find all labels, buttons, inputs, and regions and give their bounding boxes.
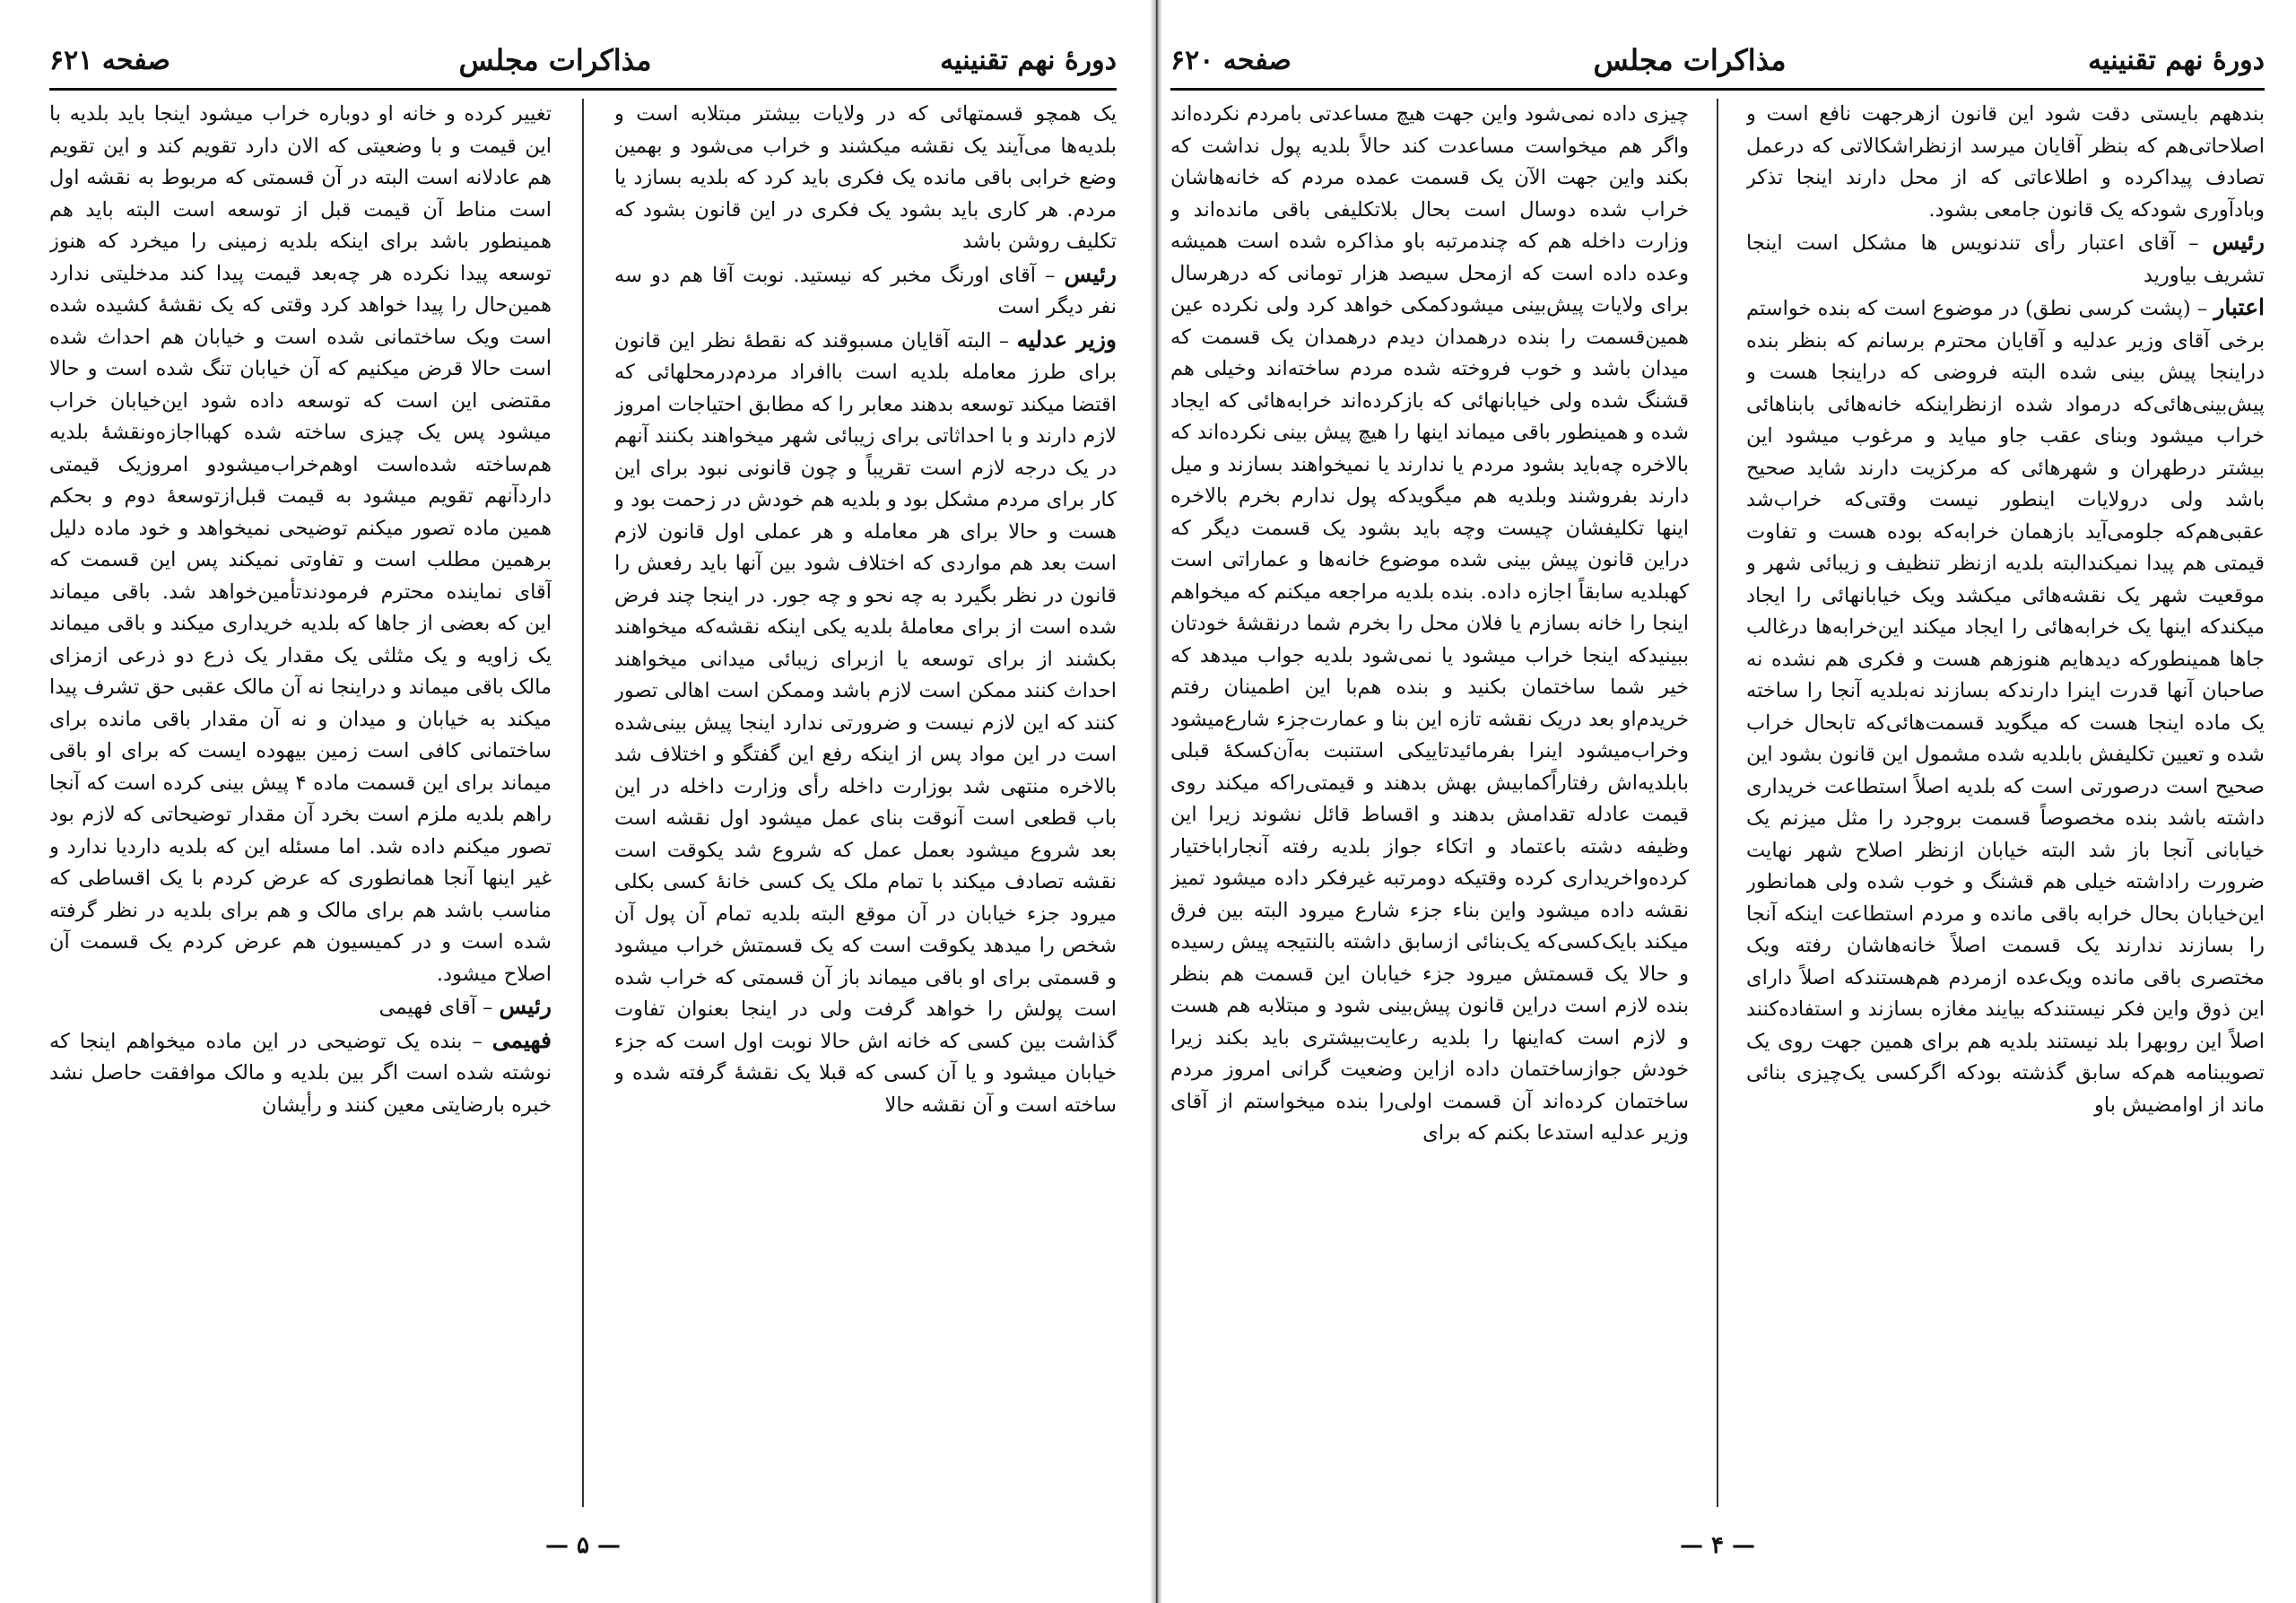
speaker-name: اعتبار (2213, 294, 2265, 320)
book-gutter (1150, 0, 1162, 1603)
speaker-name: رئیس (1064, 260, 1117, 287)
column-divider (582, 99, 584, 1507)
column-divider (1717, 99, 1718, 1507)
left-page-columns (49, 99, 1117, 1507)
paragraph-text: چیزی داده نمی‌شود واین جهت هیچ مساعدتی بامردم نکرده‌اند واگر هم میخواست مساعدت کند حالاً بلدیه پول نداشت که بکند واین جهت الآن یک قسمت عمده مردم که خانه‌هاشان خراب شده دوسال است بحال بلاتکلیفی باقی مانده‌اند و وزارت داخله هم که چندمرتبه باو مذاکره شده است همیشه وعده داده است که ازمحل سیصد هزار تومانی که درهرسال برای ولایات پیش‌بینی میشودکمکی خواهد کرد ولی نکرده عین همین‌قسمت را بنده درهمدان دیدم درهمدان یک قسمت که میدان باشد و خوب فروخته شده مردم ساخته‌اند وخیلی هم قشنگ شده ولی خیابانهائی که بازکرده‌اند خرابه‌هائی که ایجاد شده و همینطور باقی میماند اینها را هیچ پیش بینی نکرده‌اند که بالاخره چه‌باید بشود مردم یا ندارند یا نمیخواهند بسازند و میل دارند بفروشند وبلدیه هم میگویدکه پول ندارم بخرم بالاخره اینها تکلیفشان چیست وچه باید بشود یک قسمت دیگر که دراین قانون پیش بینی شده موضوع خانه‌ها و عماراتی است کهبلدیه سابقاً اجازه داده. بنده بلدیه مراجعه میکنم که میخواهم اینجا را خانه بسازم یا فلان محل را بخرم شما درنقشهٔ خودتان ببینیدکه اینجا خراب میشود یا نمی‌شود بلدیه جواب میدهد که خیر شما ساختمان بکنید و بنده هم‌با این اطمینان رفتم خریدم‌او بعد دریک نقشه تازه این بنا و عمارت‌جزء شارع‌میشود وخراب‌میشود اینرا بفرمائیدتاییکی استنبت به‌آن‌کسکهٔ قبلی بابلدیه‌اش رفتاراً‌کمابیش بهش بدهند و قیمتی‌راکه میکند روی قیمت عادله تقدامش بدهند و اقساط قائل نشوند زیرا این وظیفه دشته باعتماد و اتکاء جواز بلدیه رفته آنجاراباختیار کرده‌واخریداری کرده وقتیکه دومرتبه غیرفکر داده میشود تمیز نقشه داده میشود واین بناء جزء شارع میرود البته بین فرق میکند بایک‌کسی‌که یک‌بنائی ازسابق داشته بالنتیجه پیش رسیده و حالا یک قسمتش میرود جزء خیابان این قسمت هم بنظر بنده لازم است دراین قانون پیش‌بینی شود و مبتلابه هم هست و لازم است که‌اینها را بلدیه رعایت‌بیشتری باید بکند زیرا خودش جوازساختمان داده ازاین وضعیت گرانی امروز مردم ساختمان کرده‌اند آن قسمت اولی‌را بنده میخواستم از آقای وزیر عدلیه استدعا بکنم که برای (1170, 102, 1689, 1145)
text-paragraph (1746, 99, 2265, 226)
column-left (49, 99, 552, 1507)
column-left (1170, 99, 1689, 1507)
speech-paragraph (1746, 292, 2265, 1121)
paragraph-text: – آقای فهیمی (378, 996, 493, 1019)
speech-paragraph (614, 324, 1117, 1122)
speaker-name: رئیس (499, 993, 552, 1019)
page-number-label: صفحه ۶۲۰ (1170, 44, 1292, 76)
paragraph-text: یک همچو قسمتهائی که در ولایات بیشتر مبتلابه است و بلدیه‌ها می‌آیند یک نقشه میکشند و خراب می‌شود و بهمین وضع خرابی باقی مانده یک فکری باید کرد که بلدیه بسازد یا مردم. هر کاری باید بشود یک فکری در این قانون بشود که تکلیف روشن باشد (614, 102, 1117, 253)
page-number-label: صفحه ۶۲۱ (49, 44, 170, 76)
speech-paragraph (614, 258, 1117, 324)
folio-number: — ۵ — (544, 1532, 622, 1559)
folio-number: — ۴ — (1679, 1532, 1756, 1559)
left-page-header (49, 36, 1117, 84)
header-rule (49, 88, 1117, 91)
speaker-name: وزیر عدلیه (1016, 326, 1117, 353)
paragraph-text: – (پشت کرسی نطق) در موضوع است که بنده خواستم برخی آقای وزیر عدلیه و آقایان محترم برسانم که بنظر بنده دراینجا پیش بینی شده البته فروضی که دراینجا هست و پیش‌بینی‌هائی‌که درمواد شده ازنظراینکه خانه‌هائی بابناهائی خراب میشود وبنای عقب جاو میاید و مرغوب میشود این بیشتر درطهران و شهرهائی که مرکزیت دارند شاید صحیح باشد ولی درولایات اینطور نیست وقتی‌که خراب‌شد عقبی‌هم‌که جلومی‌آید بازهمان خرابه‌که بوده هست و تفاوت قیمتی هم پیدا نمیکندالبته بلدیه ازنظر تنظیف و زیبائی شهر و موقعیت شهر یک نقشه‌هائی میکشد ویک خیابانهائی را ایجاد میکندکه اینها یک خرابه‌هائی را ایجاد میکند این‌خرابه‌ها درغالب جاها همینطورکه دیدهایم هنوزهم هست و فکری هم نشده نه صاحبان آنها قدرت اینرا دارندکه بسازند نه‌بلدیه آنجا را ساخته یک ماده اینجا هست که میگوید قسمت‌هائی‌که تابحال خراب شده و تعیین تکلیفش بابلدیه شده مشمول این قانون بشود این صحیح است درصورتی است که بلدیه اصلاً استطاعت خریداری داشته باشد بنده مخصوصاً قسمت بروجرد را مثل میزنم یک خیابانی آنجا باز شد البته خیابان ازنظر اصلاح شهر نهایت ضرورت راداشته خیلی هم قشنگ و خوب شده ولی همانطور این‌خیابان بحال خرابه باقی مانده و مردم استطاعت اینکه آنجا را بسازند ندارند یک قسمت اصلاً خانه‌هاشان رفته ویک مختصری باقی مانده ویک‌عده ازمردم هم‌هستندکه اصلاً دارای این ذوق واین فکر نیستندکه بیایند مغازه بسازند و استفاده‌کنند اصلاً این روبهرا بلد نیستند بلدیه هم برای همین جهت روی یک تصویبنامه هم‌که سابق گذشته بودکه اگرکسی یک‌چیزی بنائی ماند از اوامضیش باو (1746, 297, 2265, 1117)
session-label: دورۀ نهم تقنینیه (2088, 44, 2265, 76)
journal-title: مذاکرات مجلس (458, 43, 652, 77)
session-label: دورۀ نهم تقنینیه (940, 44, 1117, 76)
speaker-name: فهیمی (491, 1026, 552, 1053)
paragraph-text: بندههم بایستی دقت شود این قانون ازهرجهت نافع است و اصلاحاتی‌هم که بنظر آقایان میرسد ازنظراشکالاتی که درعمل تصادف پیداکرده و اطلاعاتی که از محل دارند اینجا تذکر وبادآوری شودکه یک قانون جامعی بشود. (1746, 102, 2265, 222)
column-right (614, 99, 1117, 1507)
speaker-name: رئیس (2212, 229, 2265, 255)
paragraph-text: تغییر کرده و خانه او دوباره خراب میشود اینجا باید بلدیه با این قیمت و با وضعیتی که الان دارد تقویم کند و این تقویم هم عادلانه است البته در آن قسمتی که مربوط به نقشه اول است مناط آن قیمت قبل از توسعه است البته باید هم همینطور باشد برای اینکه بلدیه زمینی را میخرد که هنوز توسعه پیدا نکرده هر چه‌بعد قیمت پیدا کند مدخلیتی ندارد همین‌حال را پیدا خواهد کرد وقتی که یک نقشهٔ کشیده شده است ویک ساختمانی شده است و خیابان هم احداث شده است حالا قرض میکنیم که آن خیابان تنگ شده است و حالا مقتضی این است که توسعه داده شود این‌خیابان خراب میشود پس یک چیزی ساخته شده کهبااجازه‌ونقشهٔ بلدیه هم‌ساخته شده‌است اوهم‌خراب‌میشودو امروزیک قیمتی داردآنهم تقویم میشود به قیمت قبل‌ازتوسعهٔ دوم و بحکم همین ماده تصور میکنم توضیحی نمیخواهد و خود ماده دلیل برهمین مطلب است و تفاوتی نمیکند پس این قسمت که آقای نماینده محترم فرمودندتأمین‌خواهد شد. باقی میماند این که بعضی از جاها که بلدیه خریداری میکند و باقی میماند یک زاویه و یک مثلثی یک مقدار یک ذرع دو ذرعی ازمزای مالک باقی میماند و دراینجا نه آن مالک عقبی حق تشرف پیدا میکند به خیابان و میدان و نه آن مقدار باقی مانده برای ساختمانی کافی است زمین بیهوده ایست که برای او باقی میماند برای این قسمت ماده ۴ پیش بینی کرده است که آنجا راهم بلدیه ملزم است بخرد آن مقدار توضیحاتی که لازم بود تصور میکنم داده شد. اما مسئله این که بلدیه داردیا ندارد و غیر اینها آنجا همانطوری که عرض کردم با یک اقساطی که مناسب باشد هم برای مالک و هم برای بلدیه در نظر گرفته شده است و در کمیسیون هم عرض کردم یک قسمت آن اصلاح میشود. (49, 102, 552, 986)
paragraph-text: – بنده یک توضیحی در این ماده میخواهم اینجا که نوشته شده است اگر بین بلدیه و مالک موافقت حاصل نشد خبره بارضایتی معین کنند و رأیشان (49, 1029, 552, 1117)
paragraph-text: – البته آقایان مسبوقند که نقطهٔ نظر این قانون برای طرز معامله بلدیه است باافراد مردم‌درمحلهائی که اقتضا میکند توسعه بدهند معابر را که مطابق احتیاجات امروز لازم دارند و با احداثاتی برای زیبائی شهر میخواهند بکنند آنهم در یک درجه لازم است تقریباً و چون قانونی نبود برای این کار برای مردم مشکل بود و بلدیه هم خودش در زحمت بود و هست و حالا برای هر معامله و هر عملی اول قانون لازم است بعد هم مواردی که اختلاف شود بین آنها باید رفعش را قانون در نظر بگیرد به چه نحو و چه جور. در اینجا چند فرض شده است از برای معاملهٔ بلدیه یکی اینکه نقشه‌که میخواهند بکشند از برای توسعه یا ازبرای زیبائی میدانی میخواهند احداث کنند ممکن است لازم باشد وممکن است اهالی تصور کنند که این لازم نیست و ضرورتی ندارد اینجا پیش بینی‌شده است در این مواد پس از اینکه رفع این گفتگو و اختلاف شد بالاخره منتهی شد بوزارت داخله رأی وزارت داخله در این باب قطعی است آنوقت بنای عمل میشود اول نقشه است بعد شروع میشود بعمل عمل که شروع شد یکوقت است نقشه تصادف میکند با تمام ملک یک کسی خانهٔ کسی بکلی میرود جزء خیابان در آن موقع البته بلدیه تمام آن پول آن شخص را میدهد یکوقت است که یک قسمتش خراب میشود و قسمتی برای او باقی میماند باز آن قسمتی که خراب شده است پولش را خواهد گرفت ولی در اینجا بعنوان تفاوت گذاشت بین کسی که خانه اش حالا نوبت اول است که جزء خیابان میشود و یا آن کسی که قبلا یک نقشهٔ گرفته شده و ساخته است و آن نقشه حالا (614, 328, 1117, 1117)
right-page-columns (1170, 99, 2265, 1507)
speech-paragraph (49, 990, 552, 1024)
header-rule (1170, 88, 2265, 91)
text-paragraph (1170, 99, 1689, 1150)
paragraph-text: – آقای اورنگ مخبر که نیستید. نوبت آقا هم دو سه نفر دیگر است (614, 263, 1117, 318)
right-page (1170, 36, 2265, 1579)
column-right (1746, 99, 2265, 1507)
paragraph-text: – آقای اعتبار رأی تندنویس ها مشکل است اینجا تشریف بیاورید (1746, 231, 2265, 287)
journal-title: مذاکرات مجلس (1593, 43, 1787, 77)
speech-paragraph (1746, 226, 2265, 292)
right-page-header (1170, 36, 2265, 84)
text-paragraph (614, 99, 1117, 258)
speech-paragraph (49, 1024, 552, 1122)
left-page (49, 36, 1117, 1579)
text-paragraph (49, 99, 552, 990)
